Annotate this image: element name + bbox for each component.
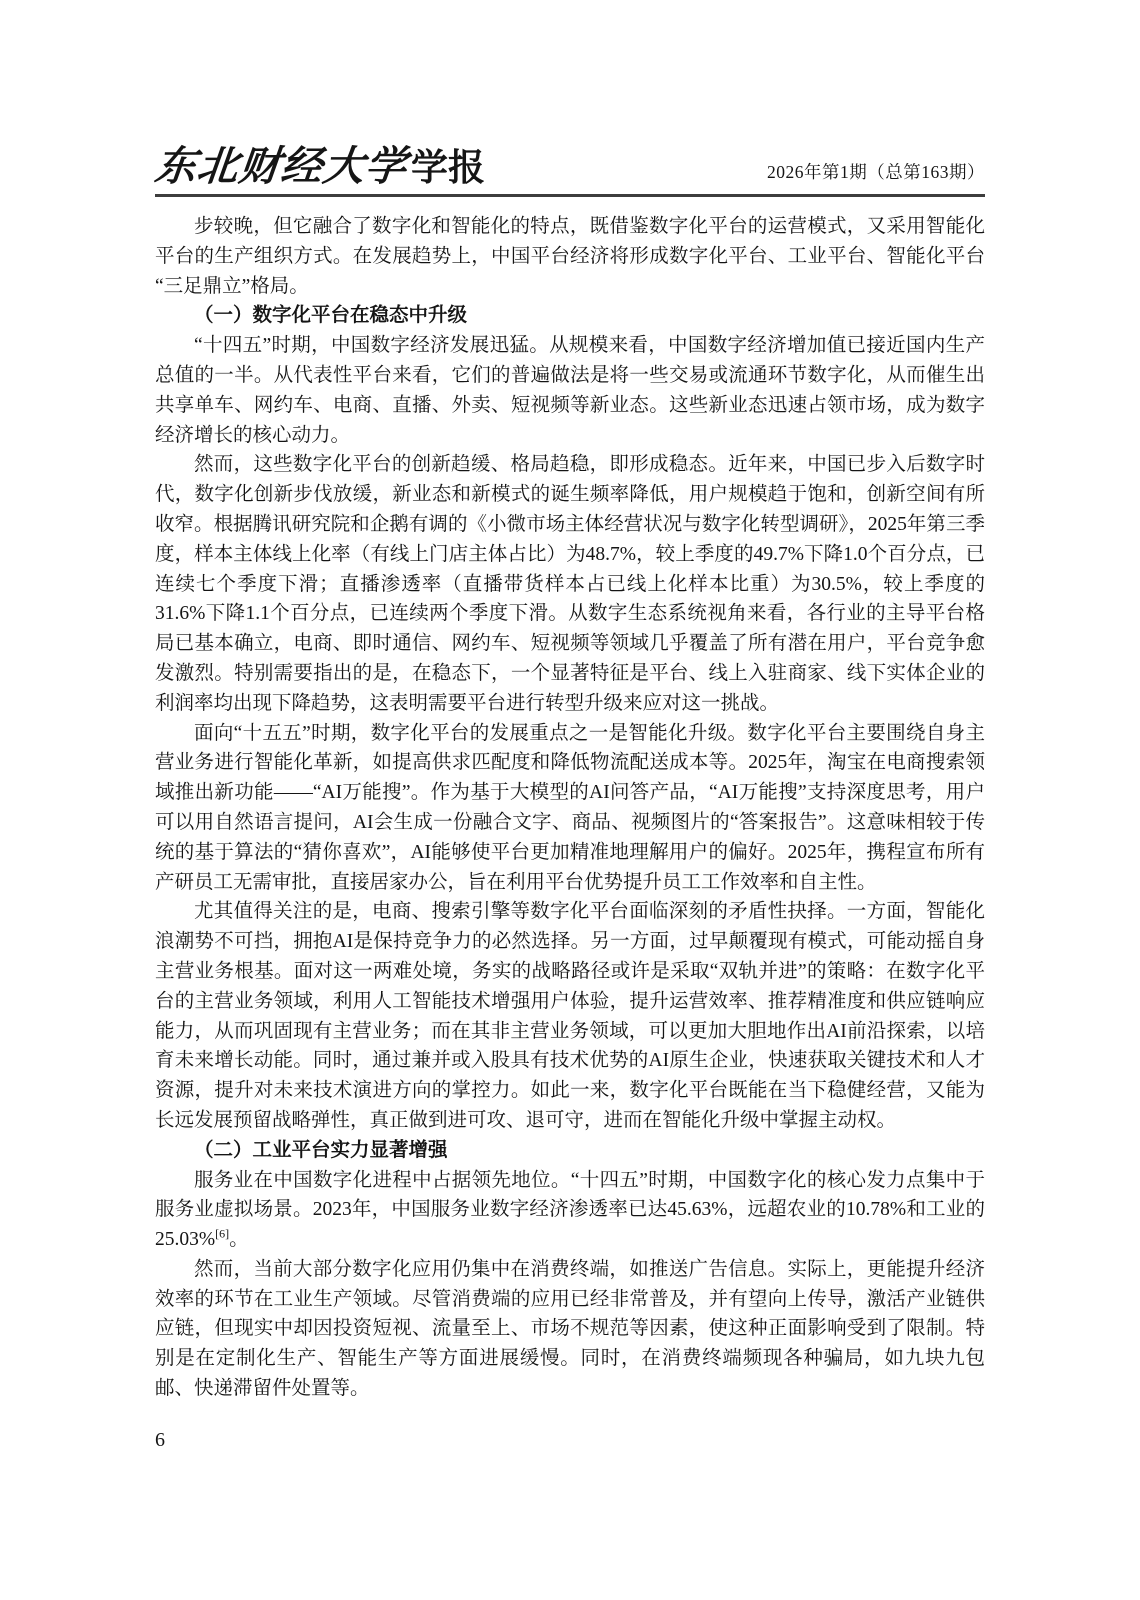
paragraph-text-suffix: 。 <box>229 1229 249 1251</box>
opening-paragraph: 步较晚，但它融合了数字化和智能化的特点，既借鉴数字化平台的运营模式，又采用智能化平台的生产组织方式。在发展趋势上，中国平台经济将形成数字化平台、工业平台、智能化平台“三足鼎立”格局。 <box>155 216 985 297</box>
section-1-paragraph: “十四五”时期，中国数字经济发展迅猛。从规模来看，中国数字经济增加值已接近国内生产总值的一半。从代表性平台来看，它们的普遍做法是将一些交易或流通环节数字化，从而催生出共享单车、网约车、电商、直播、外卖、短视频等新业态。这些新业态迅速占领市场，成为数字经济增长的核心动力。 <box>155 335 985 446</box>
journal-name-suffix: 学报 <box>411 148 485 189</box>
section-1-paragraph: 尤其值得关注的是，电商、搜索引擎等数字化平台面临深刻的矛盾性抉择。一方面，智能化浪潮势不可挡，拥抱AI是保持竞争力的必然选择。另一方面，过早颠覆现有模式，可能动摇自身主营业务根基。面对这一两难处境，务实的战略路径或许是采取“双轨并进”的策略：在数字化平台的主营业务领域，利用人工智能技术增强用户体验，提升运营效率、推荐精准度和供应链响应能力，从而巩固现有主营业务；而在其非主营业务领域，可以更加大胆地作出AI前沿探索，以培育未来增长动能。同时，通过兼并或入股具有技术优势的AI原生企业，快速获取关键技术和人才资源，提升对未来技术演进方向的掌控力。如此一来，数字化平台既能在当下稳健经营，又能为长远发展预留战略弹性，真正做到进可攻、退可守，进而在智能化升级中掌握主动权。 <box>155 901 985 1131</box>
section-2-paragraph: 然而，当前大部分数字化应用仍集中在消费终端，如推送广告信息。实际上，更能提升经济效率的环节在工业生产领域。尽管消费端的应用已经非常普及，并有望向上传导，激活产业链供应链，但现实中却因投资短视、流量至上、市场不规范等因素，使这种正面影响受到了限制。特别是在定制化生产、智能生产等方面进展缓慢。同时，在消费终端频现各种骗局，如九块九包邮、快递滞留件处置等。 <box>155 1258 985 1400</box>
journal-name-calligraphy: 东北财经大学 <box>152 142 410 190</box>
section-1-paragraph: 面向“十五五”时期，数字化平台的发展重点之一是智能化升级。数字化平台主要围绕自身主营业务进行智能化革新，如提高供求匹配度和降低物流配送成本等。2025年，淘宝在电商搜索领域推出新功能——“AI万能搜”。作为基于大模型的AI问答产品，“AI万能搜”支持深度思考，用户可以用自然语言提问，AI会生成一份融合文字、商品、视频图片的“答案报告”。这意味相较于传统的基于算法的“猜你喜欢”，AI能够使平台更加精准地理解用户的偏好。2025年，携程宣布所有产研员工无需审批，直接居家办公，旨在利用平台优势提升员工工作效率和自主性。 <box>155 722 985 893</box>
page-number: 6 <box>155 1428 165 1451</box>
section-1-heading: （一）数字化平台在稳态中升级 <box>194 304 468 327</box>
section-2-paragraph-with-reference <box>155 1166 985 1255</box>
page-header <box>152 142 985 197</box>
journal-logo <box>152 142 485 190</box>
citation-reference-6: [6] <box>215 1226 230 1241</box>
section-2-heading: （二）工业平台实力显著增强 <box>194 1138 448 1161</box>
paragraph-text: 服务业在中国数字化进程中占据领先地位。“十四五”时期，中国数字化的核心发力点集中于服务业虚拟场景。2023年，中国服务业数字经济渗透率已达45.63%，远超农业的10.78%和工业的25.03% <box>155 1169 985 1251</box>
issue-info: 2026年第1期（总第163期） <box>767 161 985 182</box>
section-1-paragraph: 然而，这些数字化平台的创新趋缓、格局趋稳，即形成稳态。近年来，中国已步入后数字时代，数字化创新步伐放缓，新业态和新模式的诞生频率降低，用户规模趋于饱和，创新空间有所收窄。根据腾讯研究院和企鹅有调的《小微市场主体经营状况与数字化转型调研》，2025年第三季度，样本主体线上化率（有线上门店主体占比）为48.7%，较上季度的49.7%下降1.0个百分点，已连续七个季度下滑；直播渗透率（直播带货样本占已线上化样本比重）为30.5%，较上季度的31.6%下降1.1个百分点，已连续两个季度下滑。从数字生态系统视角来看，各行业的主导平台格局已基本确立，电商、即时通信、网约车、短视频等领域几乎覆盖了所有潜在用户，平台竞争愈发激烈。特别需要指出的是，在稳态下，一个显著特征是平台、线上入驻商家、线下实体企业的利润率均出现下降趋势，这表明需要平台进行转型升级来应对这一挑战。 <box>155 454 985 714</box>
article-body <box>155 197 985 1404</box>
page-footer <box>155 1430 985 1450</box>
